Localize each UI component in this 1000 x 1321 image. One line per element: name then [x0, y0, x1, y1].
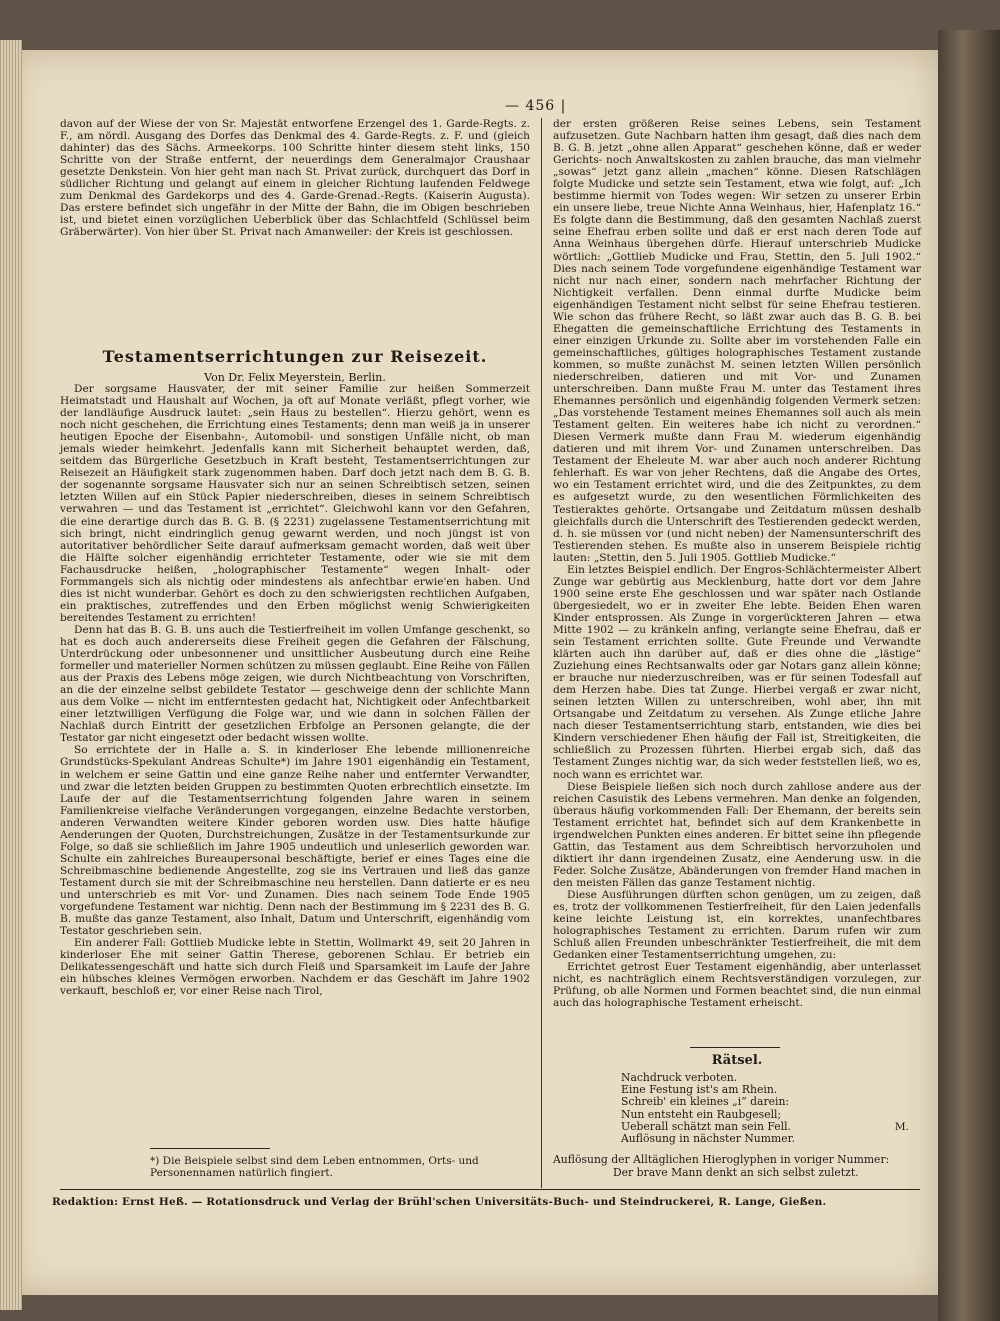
article-byline: Von Dr. Felix Meyerstein, Berlin. [204, 371, 386, 384]
article-title: Testamentserrichtungen zur Reisezeit. [102, 347, 488, 366]
intro-paragraph: davon auf der Wiese der von Sr. Majestät entworfene Erzengel des 1. Garde-Regts. z. F., am nördl. Ausgang des Dorfes das Denkmal des 4. Garde-Regts. z. F. und (gleich dahinter) das des Sächs. Armeekorps. 100 Schritte hinter diesem steht links, 150 Schritte von der Straße entfernt, der neuerdings dem Generalmajor Craushaar gesetzte Denkstein. Von hier geht man nach St. Privat zurück, durchquert das Dorf in südlicher Richtung und gelangt auf einem in gleicher Richtung laufenden Feldwege zum Denkmal des Gardekorps und des 4. Garde-Grenad.-Regts. (Kaiserin Augusta). Das erstere befindet sich ungefähr in der Mitte der Bahn, die im Obigen beschrieben ist, und bietet einen vorzüglichen Ueberblick über das Schlachtfeld (Schlüssel beim Gräberwärter). Von hier über St. Privat nach Amanweiler: der Kreis ist geschlossen. [60, 118, 530, 239]
puzzle-line: Ueberall schätzt man sein Fell. [621, 1119, 791, 1133]
imprint: Redaktion: Ernst Heß. — Rotationsdruck und Verlag der Brühl'schen Universitäts-Buch- und Steindruckerei, R. Lange, Gießen. [52, 1196, 827, 1208]
puzzle-line: Eine Festung ist's am Rhein. [621, 1083, 778, 1097]
footnote: *) Die Beispiele selbst sind dem Leben entnommen, Orts- und Personennamen natürlich fingiert. [150, 1155, 479, 1179]
page-number: — 456 | [505, 98, 567, 114]
solution-heading: Auflösung der Alltäglichen Hieroglyphen in voriger Nummer: [553, 1153, 890, 1166]
body-paragraph: Diese Ausführungen dürften schon genügen, um zu zeigen, daß es, trotz der vollkommenen Testierfreiheit, für den Laien jedenfalls keine leichte Leistung ist, ein korrektes, unanfechtbares holographisches Testament zu errichten. Darum rufen wir zum Schluß allen Freunden unbeschränkter Testierfreiheit, die mit dem Gedanken einer Testamentserrichtung umgehen, zu: [553, 889, 921, 962]
body-paragraph: Der sorgsame Hausvater, der mit seiner Familie zur heißen Sommerzeit Heimatstadt und Haushalt auf Wochen, ja oft auf Monate verläßt, pflegt vorher, wie der landläufige Ausdruck lautet: „sein Haus zu bestellen“. Hierzu gehört, wenn es noch nicht geschehen, die Errichtung eines Testaments; denn man weiß ja in unserer heutigen Epoche der Eisenbahn-, Automobil- und sonstigen Unfälle nicht, ob man jemals wieder heimkehrt. Jedenfalls kann mit Sicherheit behauptet werden, daß, seitdem das Bürgerliche Gesetzbuch in Kraft besteht, Testamentserrichtungen zur Reisezeit an Häufigkeit stark zugenommen haben. Darf doch jetzt nach dem B. G. B. der sogenannte sorgsame Hausvater sich nur an seinen Schreibtisch setzen, seinen letzten Willen auf ein Stück Papier niederschreiben, dieses in seinem Schreibtisch verwahren — und das Testament ist „errichtet“. Gleichwohl kann vor den Gefahren, die eine derartige durch das B. G. B. (§ 2231) zugelassene Testamentserrichtung mit sich bringt, nicht eindringlich genug gewarnt werden, und noch jüngst ist von autoritativer behördlicher Seite darauf aufmerksam gemacht worden, daß weit über die Hälfte solcher eigenhändig errichteter Testamente, oder wie sie mit dem Fachausdrucke heißen, „holographischer Testamente“ wegen Inhalt- oder Formmangels sich als nichtig oder mindestens als anfechtbar erwie'en haben. Und dies ist nicht wunderbar. Gehört es doch zu den schwierigsten rechtlichen Aufgaben, ein praktisches, zutreffendes und den Erben möglichst wenig Schwierigkeiten bereitendes Testament zu errichten! [60, 383, 530, 624]
footnote-divider [150, 1148, 270, 1149]
body-paragraph: Denn hat das B. G. B. uns auch die Testierfreiheit im vollen Umfange geschenkt, so hat es doch auch andererseits diese Freiheit gegen die Gefahren der Fälschung, Unterdrückung oder unbesonnener und unsittlicher Ausbeutung durch eine Reihe formeller und materieller Normen schützen zu müssen geglaubt. Eine Reihe von Fällen aus der Praxis des Lebens möge zeigen, wie durch Nichtbeachtung von Vorschriften, an die der einzelne selbst gebildete Testator — geschweige denn der schlichte Mann aus dem Volke — nicht im entferntesten gedacht hat, Nichtigkeit oder Anfechtbarkeit einer letztwilligen Verfügung die Folge war, und wie dann in solchen Fällen der Nachlaß durch Eintritt der gesetzlichen Erbfolge an Personen gelangte, die der Testator gar nicht eingesetzt oder bedacht wissen wollte. [60, 623, 530, 745]
column-divider [541, 118, 542, 1188]
body-paragraph: der ersten größeren Reise seines Lebens, sein Testament aufzusetzen. Gute Nachbarn hatten ihm gesagt, daß dies nach dem B. G. B. jetzt „ohne allen Apparat“ geschehen könne, daß er weder Gerichts- noch Anwaltskosten zu zahlen brauche, das man vielmehr „sowas“ jetzt ganz allein „machen“ könne. Diesen Ratschlägen folgte Mudicke und setzte sein Testament, etwa wie folgt, auf: „Ich bestimme hiermit von Todes wegen: Wir setzen zu unserer Erbin ein unsere liebe, treue Nichte Anna Weinhaus, hier, Hafenplatz 16.“ Es folgte dann die Bestimmung, daß den gesamten Nachlaß zuerst seine Ehefrau erben sollte und daß er erst nach deren Tode auf Anna Weinhaus übergehen dürfe. Hierauf unterschrieb Mudicke wörtlich: „Gottlieb Mudicke und Frau, Stettin, den 5. Juli 1902.“ Dies nach seinem Tode vorgefundene eigenhändige Testament war nicht nur nach einer, sondern nach mehrfacher Richtung der Nichtigkeit verfallen. Denn einmal durfte Mudicke beim eigenhändigen Testament nicht selbst für seine Ehefrau testieren. Wie schon das frühere Recht, so läßt zwar auch das B. G. B. bei Ehegatten die gemeinschaftliche Errichtung des Testaments in einer einzigen Urkunde zu. Sollte aber im vorstehenden Falle ein gemeinschaftliches, gültiges holographisches Testament zustande kommen, so mußte zunächst M. seinen letzten Willen persönlich niederschreiben, datieren und mit Vor- und Zunamen unterschreiben. Dann mußte Frau M. unter das Testament ihres Ehemannes persönlich und eigenhändig folgenden Vermerk setzen: „Das vorstehende Testament meines Ehemannes soll auch als mein Testament gelten. Ein weiteres habe ich nicht zu verordnen.“ Diesen Vermerk mußte dann Frau M. wiederum eigenhändig datieren und mit ihrem Vor- und Zunamen unterschreiben. Das Testament der Eheleute M. war aber auch noch anderer Richtung fehlerhaft. Es war von jeher Rechtens, daß die Angabe des Ortes, wo ein Testament errichtet wird, und die des Zeitpunktes, zu dem es aufgesetzt wurde, zu den wesentlichen Förmlichkeiten des Testieraktes gehörte. Ortsangabe und Zeitdatum müssen deshalb gleichfalls durch die Unterschrift des Testierenden gedeckt werden, d. h. sie müssen vor (und nicht neben) der Namensunterschrift des Testierenden stehen. Es mußte also in unserem Beispiele richtig lauten: „Stettin, den 5. Juli 1905. Gottlieb Mudicke.“ [553, 118, 921, 564]
body-paragraph: Ein letztes Beispiel endlich. Der Engros-Schlächtermeister Albert Zunge war gebürtig aus Mecklenburg, hatte dort vor dem Jahre 1900 seine erste Ehe geschlossen und war später nach Ostlande übergesiedelt, wo er in zweiter Ehe lebte. Beiden Ehen waren Kinder entsprossen. Als Zunge in vorgerückteren Jahren — etwa Mitte 1902 — zu kränkeln anfing, verlangte seine Ehefrau, daß er sein Testament errichten sollte. Gute Freunde und Verwandte klärten auch ihn darüber auf, daß er dies ohne die „lästige“ Zuziehung eines Rechtsanwalts oder gar Notars ganz allein könne; er brauche nur niederzuschreiben, was er für seinen Todesfall auf dem Herzen habe. Dies tat Zunge. Hierbei vergaß er zwar nicht, seinen letzten Willen zu unterschreiben, wohl aber, ihn mit Ortsangabe und Zeitdatum zu versehen. Als Zunge etliche Jahre nach dieser Testamentserrichtung starb, entstanden, wie dies bei Kindern verschiedener Ehen häufig der Fall ist, Streitigkeiten, die schließlich zu Prozessen führten. Hierbei ergab sich, daß das Testament Zunges nichtig war, da sich weder feststellen ließ, wo es, noch wann es errichtet war. [553, 563, 921, 781]
puzzle-line: Auflösung in nächster Nummer. [621, 1132, 796, 1146]
puzzle-title: Rätsel. [711, 1053, 763, 1068]
puzzle-solution [553, 1154, 921, 1179]
puzzle-author: M. [894, 1121, 909, 1133]
body-paragraph: Diese Beispiele ließen sich noch durch zahllose andere aus der reichen Casuistik des Lebens vermehren. Man denke an folgenden, überaus häufig vorkommenden Fall: Der Ehemann, der bereits sein Testament errichtet hat, befindet sich auf dem Krankenbette in irgendwelchen Punkten eines anderen. Er bittet seine ihn pflegende Gattin, das Testament aus dem Schreibtisch hervorzuholen und diktiert ihr dann irgendeinen Zusatz, eine Aenderung usw. in die Feder. Solche Zusätze, Abänderungen von fremder Hand machen in den meisten Fällen das ganze Testament nichtig. [553, 780, 921, 889]
puzzle-line: Nachdruck verboten. [621, 1071, 738, 1084]
puzzle-line: Nun entsteht ein Raubgesell; [621, 1107, 782, 1121]
body-paragraph: Errichtet getrost Euer Testament eigenhändig, aber unterlasset nicht, es nachträglich einem Rechtsverständigen vorzulegen, zur Prüfung, ob alle Normen und Formen beachtet sind, die nun einmal auch das holographische Testament erheischt. [553, 961, 921, 1010]
imprint-divider [60, 1189, 920, 1190]
left-column-body [60, 383, 530, 997]
body-paragraph: Ein anderer Fall: Gottlieb Mudicke lebte in Stettin, Wollmarkt 49, seit 20 Jahren in kinderloser Ehe mit seiner Gattin Therese, geborenen Schlau. Er betrieb ein Delikatessengeschäft und hatte sich durch Fleiß und Sparsamkeit im Laufe der Jahre ein hübsches kleines Vermögen erworben. Nachdem er das Geschäft im Jahre 1902 verkauft, beschloß er, vor einer Reise nach Tirol, [60, 937, 530, 998]
body-paragraph: So errichtete der in Halle a. S. in kinderloser Ehe lebende millionenreiche Grundstücks-Spekulant Andreas Schulte*) im Jahre 1901 eigenhändig ein Testament, in welchem er seine Gattin und eine ganze Reihe naher und entfernter Verwandter, und zwar die letzten beiden Gruppen zu bestimmten Quoten erbrechtlich einsetzte. Im Laufe der auf die Testamentserrichtung folgenden Jahre waren in seinem Familienkreise vielfache Veränderungen vorgegangen, einzelne Bedachte verstorben, anderen Verwandten weitere Kinder geboren worden usw. Dies hatte häufige Aenderungen der Quoten, Durchstreichungen, Zusätze in der Testamentsurkunde zur Folge, so daß sie schließlich im Jahre 1905 undeutlich und unleserlich geworden war. Schulte ein zahlreiches Bureaupersonal beschäftigte, berief er eines Tages eine die Schreibmaschine bedienende Angestellte, zog sie ins Vertrauen und ließ das ganze Testament durch sie mit der Schreibmaschine neu herstellen. Dann datierte er es neu und unterschrieb es mit Vor- und Zunamen. Dies nach seinem Tode Ende 1905 vorgefundene Testament war nichtig. Denn nach der Bestimmung im § 2231 des B. G. B. mußte das ganze Testament, also Inhalt, Datum und Unterschrift, eigenhändig vom Testator geschrieben sein. [60, 744, 530, 938]
page-gutter [938, 30, 1000, 1321]
page-edge-stack [0, 40, 22, 1310]
solution-text: Der brave Mann denkt an sich selbst zuletzt. [613, 1165, 859, 1179]
left-column-intro [60, 118, 530, 238]
puzzle-line: Schreib' ein kleines „i“ darein: [621, 1095, 790, 1109]
right-column-body [553, 118, 921, 1009]
puzzle-box [553, 1053, 921, 1145]
puzzle-divider [690, 1047, 780, 1048]
article-heading [60, 347, 530, 384]
